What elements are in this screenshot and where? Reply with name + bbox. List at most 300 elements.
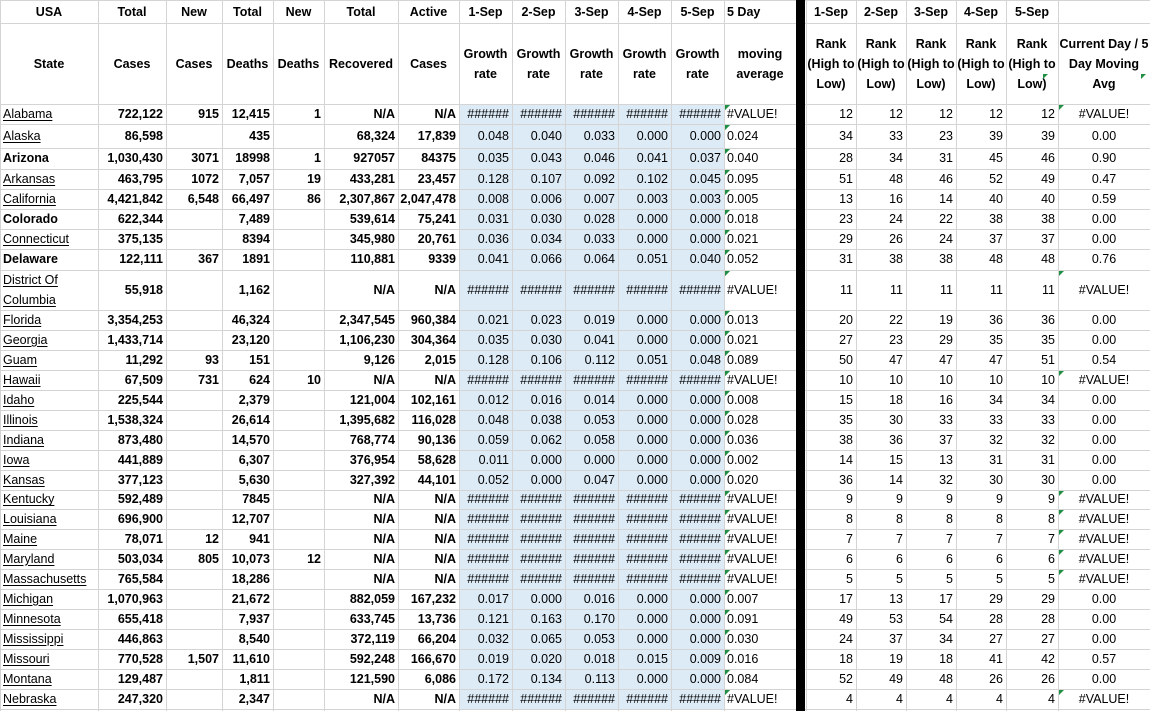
total-cases-cell[interactable]: 375,135 [117, 231, 163, 246]
new-deaths-cell[interactable] [273, 509, 324, 529]
total-recovered-cell[interactable]: N/A [373, 492, 395, 507]
total-recovered-cell[interactable]: 121,004 [349, 392, 395, 407]
growth-sep5-cell[interactable]: 0.000 [689, 611, 721, 626]
growth-sep3-cell[interactable]: 0.028 [583, 211, 615, 226]
growth-sep5-cell[interactable]: ###### [679, 492, 721, 507]
new-cases-cell[interactable] [166, 490, 222, 509]
rank-sep1-cell[interactable]: 31 [839, 252, 853, 267]
current-vs-avg-cell[interactable]: 0.00 [1091, 472, 1117, 487]
growth-sep5-cell[interactable]: ###### [679, 531, 721, 546]
moving-average-cell[interactable]: 0.020 [727, 472, 759, 487]
active-cases-cell[interactable]: N/A [434, 691, 456, 706]
current-vs-avg-cell[interactable]: 0.00 [1091, 211, 1117, 226]
total-deaths-cell[interactable]: 7,057 [238, 171, 270, 186]
state-cell[interactable]: Louisiana [3, 511, 57, 526]
rank-sep4-cell[interactable]: 26 [989, 671, 1003, 686]
moving-average-cell[interactable]: 0.013 [727, 312, 759, 327]
current-vs-avg-cell[interactable]: 0.00 [1091, 671, 1117, 686]
new-cases-cell[interactable] [166, 209, 222, 229]
new-deaths-cell[interactable] [273, 669, 324, 689]
moving-average-cell[interactable]: 0.052 [727, 252, 759, 267]
header-rank-sep4-top[interactable]: 4-Sep [963, 4, 999, 19]
new-cases-cell[interactable] [166, 270, 222, 310]
moving-average-cell[interactable]: 0.036 [727, 432, 759, 447]
growth-sep2-cell[interactable]: 0.020 [530, 651, 562, 666]
total-cases-cell[interactable]: 696,900 [117, 511, 163, 526]
active-cases-cell[interactable]: 6,086 [424, 671, 456, 686]
total-deaths-cell[interactable]: 18,286 [231, 571, 270, 586]
total-cases-cell[interactable]: 592,489 [117, 492, 163, 507]
growth-sep5-cell[interactable]: ###### [679, 551, 721, 566]
growth-sep2-cell[interactable]: 0.000 [530, 472, 562, 487]
growth-sep5-cell[interactable]: 0.000 [689, 392, 721, 407]
growth-sep1-cell[interactable]: 0.019 [477, 651, 509, 666]
active-cases-cell[interactable]: 2,047,478 [400, 191, 456, 206]
growth-sep3-cell[interactable]: 0.016 [583, 591, 615, 606]
header-growth-sep3-top[interactable]: 3-Sep [574, 4, 609, 19]
moving-average-cell[interactable]: #VALUE! [727, 511, 778, 526]
rank-sep3-cell[interactable]: 38 [939, 252, 953, 267]
rank-sep5-cell[interactable]: 32 [1041, 432, 1055, 447]
total-recovered-cell[interactable]: 9,126 [363, 352, 395, 367]
growth-sep3-cell[interactable]: 0.033 [583, 128, 615, 143]
growth-sep1-cell[interactable]: 0.017 [477, 591, 509, 606]
current-vs-avg-cell[interactable]: 0.47 [1091, 171, 1117, 186]
growth-sep2-cell[interactable]: 0.106 [530, 352, 562, 367]
header-growth-sep5[interactable]: Growth rate [675, 46, 720, 81]
total-recovered-cell[interactable]: 2,347,545 [339, 312, 395, 327]
total-cases-cell[interactable]: 377,123 [117, 472, 163, 487]
new-deaths-cell[interactable] [273, 350, 324, 370]
moving-average-cell[interactable]: 0.040 [727, 151, 759, 166]
rank-sep1-cell[interactable]: 49 [839, 611, 853, 626]
header-state[interactable]: State [33, 56, 65, 71]
new-cases-cell[interactable]: 805 [198, 551, 219, 566]
state-cell[interactable]: Alabama [3, 106, 53, 121]
rank-sep2-cell[interactable]: 16 [889, 191, 903, 206]
growth-sep5-cell[interactable]: 0.048 [689, 352, 721, 367]
active-cases-cell[interactable]: N/A [434, 551, 456, 566]
total-cases-cell[interactable]: 11,292 [125, 352, 163, 367]
growth-sep3-cell[interactable]: ###### [573, 531, 615, 546]
growth-sep3-cell[interactable]: ###### [573, 551, 615, 566]
total-cases-cell[interactable]: 78,071 [124, 531, 163, 546]
rank-sep1-cell[interactable]: 34 [839, 128, 853, 143]
header-state-top[interactable]: USA [35, 4, 63, 19]
rank-sep1-cell[interactable]: 52 [839, 671, 853, 686]
growth-sep2-cell[interactable]: 0.107 [530, 171, 562, 186]
state-cell[interactable]: Kentucky [3, 492, 55, 507]
current-vs-avg-cell[interactable]: 0.00 [1091, 231, 1117, 246]
growth-sep4-cell[interactable]: 0.000 [636, 128, 668, 143]
header-rank-sep2-top[interactable]: 2-Sep [863, 4, 899, 19]
growth-sep2-cell[interactable]: 0.163 [530, 611, 562, 626]
active-cases-cell[interactable]: N/A [434, 511, 456, 526]
current-vs-avg-cell[interactable]: 0.54 [1091, 352, 1117, 367]
growth-sep3-cell[interactable]: 0.053 [583, 412, 615, 427]
growth-sep3-cell[interactable]: 0.112 [584, 352, 615, 367]
growth-sep3-cell[interactable]: 0.007 [583, 191, 615, 206]
new-cases-cell[interactable]: 3071 [191, 151, 219, 166]
total-recovered-cell[interactable]: 1,395,682 [339, 412, 395, 427]
state-cell[interactable]: Minnesota [3, 611, 61, 626]
rank-sep1-cell[interactable]: 24 [839, 631, 853, 646]
rank-sep1-cell[interactable]: 14 [839, 452, 853, 467]
total-cases-cell[interactable]: 765,584 [117, 571, 163, 586]
growth-sep3-cell[interactable]: 0.064 [583, 252, 615, 267]
total-deaths-cell[interactable]: 6,307 [238, 452, 270, 467]
rank-sep5-cell[interactable]: 35 [1041, 332, 1055, 347]
growth-sep3-cell[interactable]: 0.058 [583, 432, 615, 447]
growth-sep1-cell[interactable]: 0.031 [477, 211, 509, 226]
rank-sep3-cell[interactable]: 16 [939, 392, 953, 407]
header-current-vs-avg-top[interactable] [1058, 0, 1150, 23]
new-cases-cell[interactable] [166, 229, 222, 249]
new-deaths-cell[interactable] [273, 249, 324, 270]
rank-sep1-cell[interactable]: 35 [839, 412, 853, 427]
new-deaths-cell[interactable] [273, 390, 324, 410]
total-deaths-cell[interactable]: 14,570 [231, 432, 270, 447]
rank-sep5-cell[interactable]: 26 [1041, 671, 1055, 686]
header-total-deaths-top[interactable]: Total [233, 4, 262, 19]
total-cases-cell[interactable]: 225,544 [117, 392, 163, 407]
current-vs-avg-cell[interactable]: #VALUE! [1078, 282, 1130, 297]
current-vs-avg-cell[interactable]: #VALUE! [1078, 106, 1130, 121]
header-growth-sep1[interactable]: Growth rate [463, 46, 508, 81]
total-deaths-cell[interactable]: 1,162 [238, 282, 270, 297]
growth-sep1-cell[interactable]: 0.128 [477, 171, 509, 186]
active-cases-cell[interactable]: 75,241 [417, 211, 456, 226]
growth-sep1-cell[interactable]: 0.048 [477, 128, 509, 143]
rank-sep2-cell[interactable]: 8 [896, 511, 903, 526]
total-recovered-cell[interactable]: N/A [373, 691, 395, 706]
moving-average-cell[interactable]: 0.005 [727, 191, 759, 206]
rank-sep4-cell[interactable]: 7 [996, 531, 1003, 546]
rank-sep5-cell[interactable]: 49 [1041, 171, 1055, 186]
rank-sep5-cell[interactable]: 6 [1048, 551, 1055, 566]
growth-sep3-cell[interactable]: ###### [573, 571, 615, 586]
header-rank-sep3-top[interactable]: 3-Sep [913, 4, 949, 19]
growth-sep1-cell[interactable]: 0.041 [477, 252, 509, 267]
rank-sep2-cell[interactable]: 37 [889, 631, 903, 646]
header-active-cases-top[interactable]: Active [409, 4, 448, 19]
total-cases-cell[interactable]: 122,111 [119, 252, 163, 267]
current-vs-avg-cell[interactable]: 0.00 [1091, 312, 1117, 327]
growth-sep5-cell[interactable]: 0.045 [689, 171, 721, 186]
active-cases-cell[interactable]: N/A [434, 372, 456, 387]
growth-sep4-cell[interactable]: 0.000 [636, 671, 668, 686]
moving-average-cell[interactable]: 0.084 [727, 671, 759, 686]
total-deaths-cell[interactable]: 151 [249, 352, 270, 367]
new-deaths-cell[interactable] [273, 209, 324, 229]
new-deaths-cell[interactable]: 1 [314, 106, 321, 121]
rank-sep5-cell[interactable]: 37 [1041, 231, 1055, 246]
rank-sep3-cell[interactable]: 14 [939, 191, 953, 206]
growth-sep2-cell[interactable]: 0.038 [530, 412, 562, 427]
growth-sep4-cell[interactable]: 0.000 [636, 392, 668, 407]
header-new-deaths-top[interactable]: New [285, 4, 312, 19]
growth-sep5-cell[interactable]: 0.000 [689, 231, 721, 246]
growth-sep1-cell[interactable]: ###### [467, 106, 509, 121]
rank-sep4-cell[interactable]: 30 [989, 472, 1003, 487]
growth-sep3-cell[interactable]: 0.046 [583, 151, 615, 166]
total-cases-cell[interactable]: 770,528 [117, 651, 163, 666]
rank-sep3-cell[interactable]: 32 [939, 472, 953, 487]
growth-sep5-cell[interactable]: 0.003 [689, 191, 721, 206]
new-cases-cell[interactable] [166, 470, 222, 490]
current-vs-avg-cell[interactable]: #VALUE! [1078, 492, 1130, 507]
state-cell[interactable]: Delaware [3, 252, 58, 267]
rank-sep2-cell[interactable]: 11 [890, 282, 903, 297]
growth-sep5-cell[interactable]: ###### [679, 372, 721, 387]
rank-sep1-cell[interactable]: 7 [846, 531, 853, 546]
current-vs-avg-cell[interactable]: 0.00 [1091, 611, 1117, 626]
growth-sep3-cell[interactable]: 0.092 [583, 171, 615, 186]
growth-sep4-cell[interactable]: ###### [626, 551, 668, 566]
growth-sep4-cell[interactable]: 0.000 [636, 332, 668, 347]
current-vs-avg-cell[interactable]: #VALUE! [1078, 511, 1130, 526]
growth-sep3-cell[interactable]: 0.041 [583, 332, 615, 347]
growth-sep4-cell[interactable]: ###### [626, 531, 668, 546]
current-vs-avg-cell[interactable]: 0.00 [1091, 591, 1117, 606]
growth-sep4-cell[interactable]: 0.000 [636, 312, 668, 327]
rank-sep1-cell[interactable]: 38 [839, 432, 853, 447]
header-total-deaths[interactable]: Deaths [226, 56, 269, 71]
header-total-cases-top[interactable]: Total [117, 4, 147, 19]
state-cell[interactable]: Mississippi [3, 631, 64, 646]
rank-sep3-cell[interactable]: 33 [939, 412, 953, 427]
new-cases-cell[interactable] [166, 669, 222, 689]
rank-sep5-cell[interactable]: 39 [1041, 128, 1055, 143]
growth-sep1-cell[interactable]: 0.012 [477, 392, 509, 407]
rank-sep3-cell[interactable]: 23 [939, 128, 953, 143]
rank-sep4-cell[interactable]: 47 [989, 352, 1003, 367]
rank-sep3-cell[interactable]: 37 [939, 432, 953, 447]
current-vs-avg-cell[interactable]: 0.57 [1091, 651, 1117, 666]
total-recovered-cell[interactable]: 372,119 [350, 631, 395, 646]
total-deaths-cell[interactable]: 435 [249, 128, 270, 143]
growth-sep5-cell[interactable]: ###### [679, 511, 721, 526]
state-cell[interactable]: Connecticut [3, 231, 70, 246]
moving-average-cell[interactable]: #VALUE! [727, 551, 778, 566]
rank-sep3-cell[interactable]: 4 [946, 691, 953, 706]
new-deaths-cell[interactable] [273, 529, 324, 549]
total-deaths-cell[interactable]: 2,347 [238, 691, 270, 706]
rank-sep3-cell[interactable]: 54 [939, 611, 953, 626]
new-cases-cell[interactable] [166, 124, 222, 148]
active-cases-cell[interactable]: 90,136 [417, 432, 456, 447]
total-cases-cell[interactable]: 129,487 [117, 671, 163, 686]
rank-sep1-cell[interactable]: 8 [846, 511, 853, 526]
rank-sep5-cell[interactable]: 9 [1048, 492, 1055, 507]
rank-sep4-cell[interactable]: 35 [989, 332, 1003, 347]
rank-sep4-cell[interactable]: 9 [996, 492, 1003, 507]
state-cell[interactable]: Missouri [3, 651, 50, 666]
current-vs-avg-cell[interactable]: 0.00 [1091, 432, 1117, 447]
total-recovered-cell[interactable]: 121,590 [349, 671, 395, 686]
rank-sep1-cell[interactable]: 6 [846, 551, 853, 566]
state-cell[interactable]: Massachusetts [3, 571, 87, 586]
header-new-cases[interactable]: Cases [175, 56, 213, 71]
state-cell[interactable]: Nebraska [3, 691, 57, 706]
rank-sep4-cell[interactable]: 12 [989, 106, 1003, 121]
growth-sep5-cell[interactable]: 0.000 [689, 432, 721, 447]
new-cases-cell[interactable] [166, 629, 222, 649]
growth-sep4-cell[interactable]: 0.000 [636, 211, 668, 226]
total-recovered-cell[interactable]: 110,881 [350, 252, 395, 267]
total-recovered-cell[interactable]: 882,059 [349, 591, 395, 606]
rank-sep3-cell[interactable]: 10 [939, 372, 953, 387]
rank-sep1-cell[interactable]: 27 [839, 332, 853, 347]
header-growth-sep4-top[interactable]: 4-Sep [627, 4, 662, 19]
header-growth-sep1-top[interactable]: 1-Sep [468, 4, 503, 19]
total-deaths-cell[interactable]: 46,324 [231, 312, 270, 327]
active-cases-cell[interactable]: N/A [434, 106, 456, 121]
growth-sep1-cell[interactable]: 0.021 [477, 312, 509, 327]
rank-sep4-cell[interactable]: 11 [990, 282, 1003, 297]
rank-sep3-cell[interactable]: 46 [939, 171, 953, 186]
current-vs-avg-cell[interactable]: #VALUE! [1078, 372, 1130, 387]
growth-sep1-cell[interactable]: ###### [467, 282, 509, 297]
growth-sep3-cell[interactable]: 0.033 [583, 231, 615, 246]
growth-sep5-cell[interactable]: 0.000 [689, 128, 721, 143]
active-cases-cell[interactable]: 58,628 [417, 452, 456, 467]
rank-sep1-cell[interactable]: 12 [839, 106, 853, 121]
growth-sep3-cell[interactable]: ###### [573, 691, 615, 706]
rank-sep4-cell[interactable]: 27 [989, 631, 1003, 646]
rank-sep5-cell[interactable]: 5 [1048, 571, 1055, 586]
rank-sep2-cell[interactable]: 15 [889, 452, 903, 467]
current-vs-avg-cell[interactable]: 0.00 [1091, 412, 1117, 427]
growth-sep2-cell[interactable]: ###### [520, 531, 562, 546]
header-moving-average[interactable]: moving average [736, 46, 784, 81]
growth-sep3-cell[interactable]: 0.113 [584, 671, 615, 686]
growth-sep3-cell[interactable]: ###### [573, 282, 615, 297]
moving-average-cell[interactable]: #VALUE! [727, 106, 778, 121]
growth-sep2-cell[interactable]: ###### [520, 511, 562, 526]
growth-sep3-cell[interactable]: 0.170 [583, 611, 615, 626]
growth-sep5-cell[interactable]: 0.040 [689, 252, 721, 267]
state-cell[interactable]: Indiana [3, 432, 45, 447]
rank-sep2-cell[interactable]: 14 [889, 472, 903, 487]
rank-sep2-cell[interactable]: 26 [889, 231, 903, 246]
new-cases-cell[interactable]: 6,548 [187, 191, 219, 206]
rank-sep3-cell[interactable]: 9 [946, 492, 953, 507]
active-cases-cell[interactable]: 116,028 [411, 412, 456, 427]
rank-sep3-cell[interactable]: 12 [939, 106, 953, 121]
header-growth-sep2-top[interactable]: 2-Sep [521, 4, 556, 19]
growth-sep1-cell[interactable]: 0.008 [477, 191, 509, 206]
rank-sep1-cell[interactable]: 9 [846, 492, 853, 507]
total-recovered-cell[interactable]: 1,106,230 [339, 332, 395, 347]
rank-sep5-cell[interactable]: 36 [1041, 312, 1055, 327]
moving-average-cell[interactable]: 0.089 [727, 352, 759, 367]
moving-average-cell[interactable]: 0.030 [727, 631, 759, 646]
growth-sep2-cell[interactable]: ###### [520, 551, 562, 566]
total-deaths-cell[interactable]: 7,489 [238, 211, 270, 226]
growth-sep2-cell[interactable]: 0.016 [530, 392, 562, 407]
rank-sep2-cell[interactable]: 4 [896, 691, 903, 706]
moving-average-cell[interactable]: #VALUE! [727, 571, 778, 586]
growth-sep1-cell[interactable]: 0.036 [477, 231, 509, 246]
rank-sep2-cell[interactable]: 23 [889, 332, 903, 347]
header-new-cases-top[interactable]: New [181, 4, 207, 19]
growth-sep3-cell[interactable]: 0.053 [583, 631, 615, 646]
state-cell[interactable]: California [3, 191, 56, 206]
new-deaths-cell[interactable]: 12 [307, 551, 321, 566]
growth-sep5-cell[interactable]: 0.000 [689, 472, 721, 487]
moving-average-cell[interactable]: #VALUE! [727, 282, 778, 297]
rank-sep4-cell[interactable]: 28 [989, 611, 1003, 626]
rank-sep2-cell[interactable]: 30 [889, 412, 903, 427]
current-vs-avg-cell[interactable]: 0.00 [1091, 332, 1117, 347]
rank-sep4-cell[interactable]: 31 [989, 452, 1003, 467]
rank-sep1-cell[interactable]: 13 [839, 191, 853, 206]
current-vs-avg-cell[interactable]: #VALUE! [1078, 571, 1130, 586]
total-deaths-cell[interactable]: 11,610 [232, 651, 270, 666]
rank-sep4-cell[interactable]: 29 [989, 591, 1003, 606]
rank-sep5-cell[interactable]: 46 [1041, 151, 1055, 166]
rank-sep1-cell[interactable]: 5 [846, 571, 853, 586]
rank-sep1-cell[interactable]: 20 [839, 312, 853, 327]
growth-sep1-cell[interactable]: ###### [467, 511, 509, 526]
growth-sep5-cell[interactable]: 0.000 [689, 332, 721, 347]
header-moving-average-top[interactable]: 5 Day [727, 4, 761, 19]
rank-sep3-cell[interactable]: 48 [939, 671, 953, 686]
total-cases-cell[interactable]: 1,538,324 [107, 412, 163, 427]
moving-average-cell[interactable]: 0.007 [727, 591, 759, 606]
header-active-cases[interactable]: Cases [410, 56, 447, 71]
rank-sep5-cell[interactable]: 27 [1041, 631, 1055, 646]
new-deaths-cell[interactable] [273, 689, 324, 709]
rank-sep2-cell[interactable]: 38 [889, 252, 903, 267]
rank-sep1-cell[interactable]: 10 [839, 372, 853, 387]
rank-sep5-cell[interactable]: 7 [1048, 531, 1055, 546]
total-recovered-cell[interactable]: 633,745 [349, 611, 395, 626]
active-cases-cell[interactable]: 17,839 [417, 128, 456, 143]
growth-sep5-cell[interactable]: 0.000 [689, 312, 721, 327]
rank-sep3-cell[interactable]: 13 [939, 452, 953, 467]
rank-sep2-cell[interactable]: 36 [889, 432, 903, 447]
new-deaths-cell[interactable] [273, 410, 324, 430]
growth-sep2-cell[interactable]: ###### [520, 282, 562, 297]
new-deaths-cell[interactable]: 1 [314, 151, 321, 166]
current-vs-avg-cell[interactable]: 0.00 [1091, 128, 1117, 143]
rank-sep1-cell[interactable]: 23 [839, 211, 853, 226]
rank-sep5-cell[interactable]: 40 [1041, 191, 1055, 206]
new-cases-cell[interactable] [166, 310, 222, 330]
active-cases-cell[interactable]: 23,457 [417, 171, 456, 186]
total-recovered-cell[interactable]: N/A [373, 571, 395, 586]
rank-sep2-cell[interactable]: 19 [889, 651, 903, 666]
total-recovered-cell[interactable]: 345,980 [349, 231, 395, 246]
rank-sep5-cell[interactable]: 48 [1041, 252, 1055, 267]
total-cases-cell[interactable]: 55,918 [124, 282, 163, 297]
growth-sep3-cell[interactable]: ###### [573, 492, 615, 507]
rank-sep2-cell[interactable]: 10 [889, 372, 903, 387]
state-cell[interactable]: District Of Columbia [3, 273, 58, 307]
new-deaths-cell[interactable] [273, 490, 324, 509]
rank-sep5-cell[interactable]: 28 [1041, 611, 1055, 626]
moving-average-cell[interactable]: 0.028 [727, 412, 759, 427]
total-deaths-cell[interactable]: 23,120 [231, 332, 270, 347]
total-recovered-cell[interactable]: N/A [373, 531, 395, 546]
growth-sep2-cell[interactable]: ###### [520, 372, 562, 387]
moving-average-cell[interactable]: 0.021 [727, 332, 759, 347]
new-cases-cell[interactable]: 1072 [191, 171, 219, 186]
header-rank-sep3[interactable]: Rank (High to Low) [907, 36, 955, 91]
rank-sep2-cell[interactable]: 12 [889, 106, 903, 121]
